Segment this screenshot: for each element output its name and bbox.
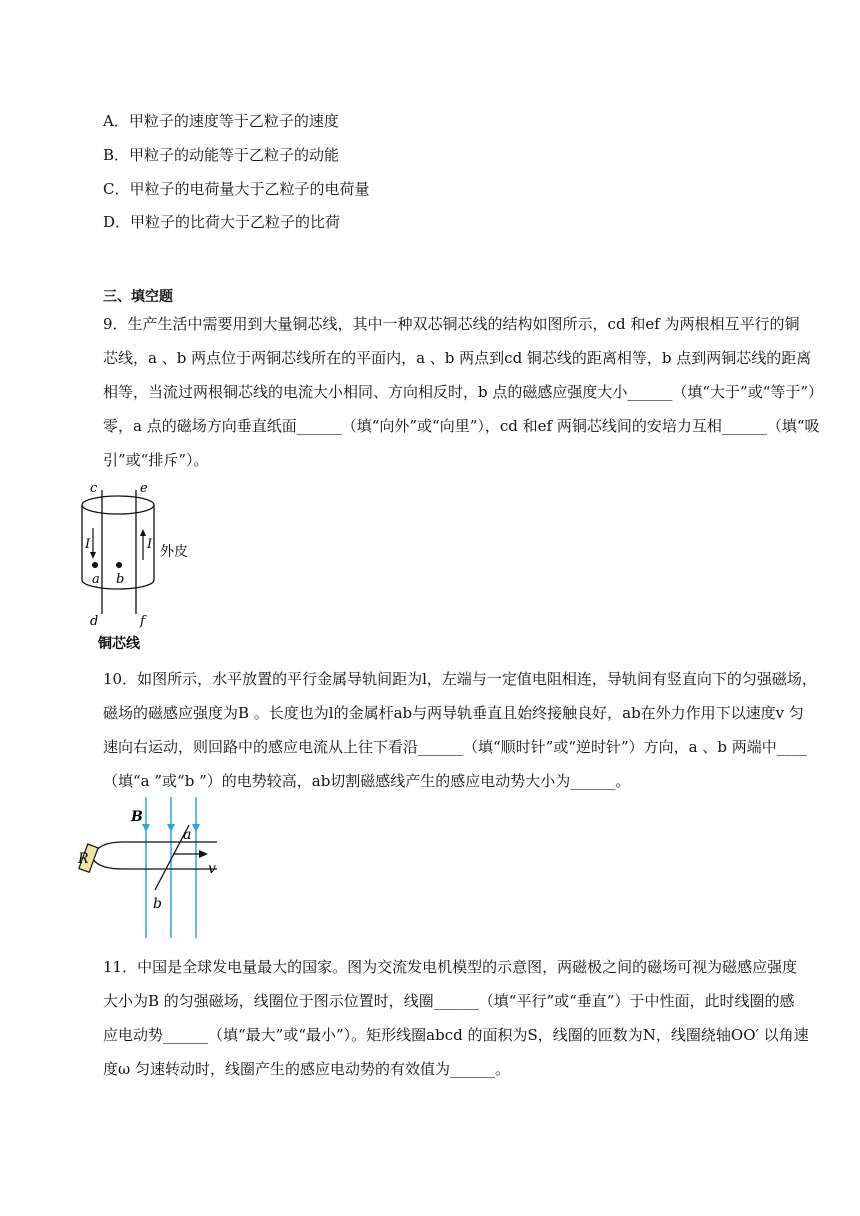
section-title: 三、填空题 — [103, 289, 173, 305]
label-current-right: I — [147, 537, 153, 552]
option-b: B．甲粒子的动能等于乙粒子的动能 — [103, 146, 340, 164]
q11-line: 应电动势______（填“最大”或“最小”）。矩形线圈abcd 的面积为S，线圈的匝数为N，线圈绕轴OO′ 以角速 — [103, 1026, 809, 1044]
label-e: e — [140, 481, 148, 496]
q10-line: （填“a ”或“b ”）的电势较高，ab切割磁感线产生的感应电动势大小为______。 — [103, 772, 631, 790]
label-d: d — [90, 614, 99, 629]
q10-line: 磁场的磁感应强度为B 。长度也为l的金属杆ab与两导轨垂直且始终接触良好，ab在外力作用下以速度v 匀 — [103, 704, 804, 722]
question-9 — [103, 307, 824, 477]
q11-line: 11．中国是全球发电量最大的国家。图为交流发电机模型的示意图，两磁极之间的磁场可视为磁感应强度 — [103, 958, 798, 976]
label-c: c — [90, 481, 98, 496]
label-outer-skin: 外皮 — [160, 544, 188, 560]
rails-figure — [75, 795, 235, 945]
q10-line: 速向右运动，则回路中的感应电流从上往下看沿______（填“顺时针”或“逆时针”）方向，a 、b 两端中____ — [103, 738, 807, 756]
label-f: f — [140, 614, 145, 629]
copper-wire-figure — [78, 480, 198, 655]
label-field-b: B — [131, 809, 143, 825]
label-rod-b: b — [153, 896, 162, 912]
label-velocity-v: v — [208, 861, 216, 877]
question-10 — [103, 662, 817, 798]
question-11 — [103, 950, 809, 1086]
q9-line: 9．生产生活中需要用到大量铜芯线，其中一种双芯铜芯线的结构如图所示，cd 和ef 为两根相互平行的铜 — [103, 315, 800, 333]
figure-caption: 铜芯线 — [98, 636, 140, 652]
q11-line: 大小为B 的匀强磁场，线圈位于图示位置时，线圈______（填“平行”或“垂直”）于中性面，此时线圈的感 — [103, 992, 795, 1010]
q11-line: 度ω 匀速转动时，线圈产生的感应电动势的有效值为______。 — [103, 1060, 511, 1078]
option-d: D．甲粒子的比荷大于乙粒子的比荷 — [103, 213, 341, 231]
option-a: A．甲粒子的速度等于乙粒子的速度 — [103, 112, 339, 130]
label-current-left: I — [85, 537, 91, 552]
label-resistor-r: R — [78, 851, 89, 867]
q9-line: 相等，当流过两根铜芯线的电流大小相同、方向相反时，b 点的磁感应强度大小______（填“大于”或“等于”） — [103, 383, 824, 401]
label-rod-a: a — [183, 827, 192, 843]
label-point-b: b — [116, 572, 125, 587]
option-c: C．甲粒子的电荷量大于乙粒子的电荷量 — [103, 180, 370, 198]
q9-line: 引”或“排斥”）。 — [103, 451, 209, 469]
q9-line: 芯线，a 、b 两点位于两铜芯线所在的平面内，a 、b 两点到cd 铜芯线的距离相等，b 点到两铜芯线的距离 — [103, 349, 812, 367]
label-point-a: a — [92, 572, 100, 587]
q9-line: 零，a 点的磁场方向垂直纸面______（填“向外”或“向里”），cd 和ef 两铜芯线间的安培力互相______（填“吸 — [103, 417, 820, 435]
q10-line: 10．如图所示，水平放置的平行金属导轨间距为l，左端与一定值电阻相连，导轨间有竖直向下的匀强磁场， — [103, 670, 817, 688]
